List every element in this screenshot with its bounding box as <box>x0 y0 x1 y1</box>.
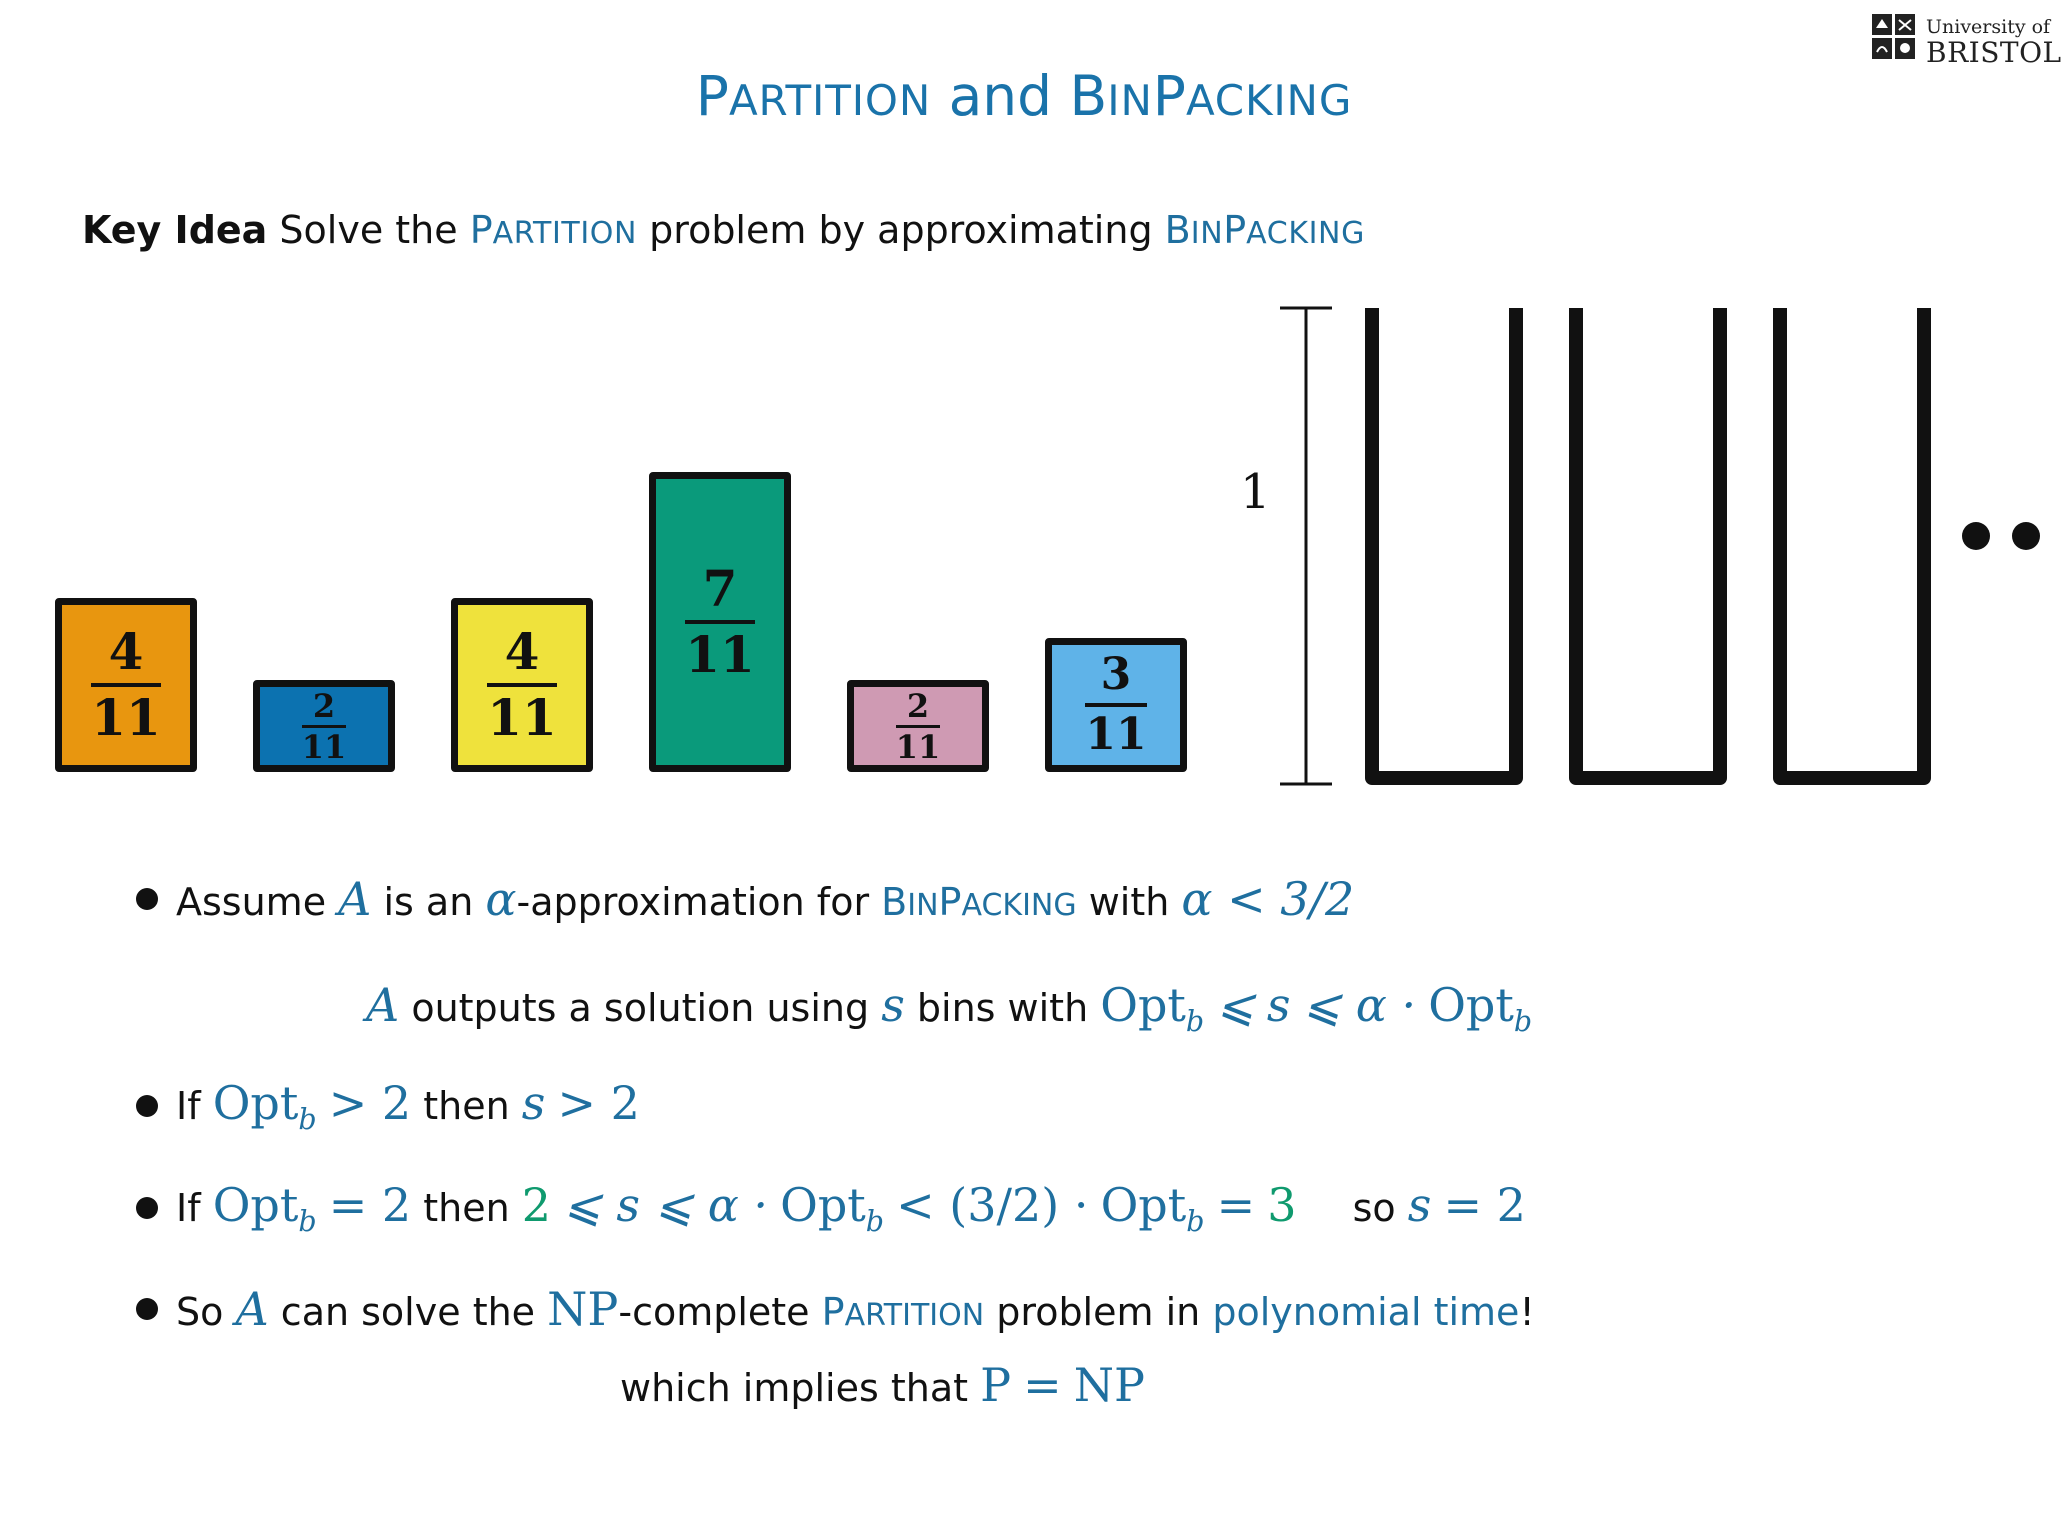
bin <box>1576 308 1720 778</box>
bullet-1-detail: A outputs a solution using s bins with Opt$_b$ ⩽ s ⩽ α · Opt$_b$ <box>366 978 1533 1038</box>
capacity-label: 1 <box>1240 464 1271 520</box>
item-box: $\frac{2}{11}$ <box>847 680 989 772</box>
bullet-dot <box>136 1197 158 1219</box>
bin <box>1372 308 1516 778</box>
page-title: PARTITION and BINPACKING <box>695 64 1353 128</box>
bullet-dot <box>136 888 158 910</box>
item-box: $\frac{4}{11}$ <box>451 598 593 772</box>
university-logo <box>1872 12 2062 69</box>
item-box: $\frac{3}{11}$ <box>1045 638 1187 772</box>
key-idea-label: Key Idea <box>82 208 268 252</box>
item-box: $\frac{2}{11}$ <box>253 680 395 772</box>
bullet-3: If Opt$_b$ = 2 then 2 ⩽ s ⩽ α · Opt$_b$ < (3/2) · Opt$_b$ = 3 so s = 2 <box>136 1178 1526 1238</box>
ellipsis-dot <box>1962 522 1990 550</box>
key-idea: Key Idea Solve the PARTITION problem by approximating BINPACKING <box>82 208 1365 252</box>
bullet-4: So A can solve the NP-complete PARTITION problem in polynomial time! <box>136 1282 1535 1336</box>
logo-line-1: University of <box>1926 16 2051 38</box>
bins-diagram <box>1240 290 2048 810</box>
bullet-1: Assume A is an α-approximation for BINPACKING with α < 3/2 <box>136 872 1354 926</box>
conclusion-line: which implies that P = NP <box>620 1358 1145 1412</box>
ellipsis-dot <box>2012 522 2040 550</box>
item-box: $\frac{7}{11}$ <box>649 472 791 772</box>
bullet-dot <box>136 1095 158 1117</box>
capacity-bracket <box>1280 308 1332 784</box>
bin <box>1780 308 1924 778</box>
item-box: $\frac{4}{11}$ <box>55 598 197 772</box>
bristol-crest-icon <box>1872 14 1916 60</box>
bullet-2: If Opt$_b$ > 2 then s > 2 <box>136 1076 640 1136</box>
bullet-dot <box>136 1298 158 1320</box>
logo-line-2: BRISTOL <box>1926 36 2062 69</box>
